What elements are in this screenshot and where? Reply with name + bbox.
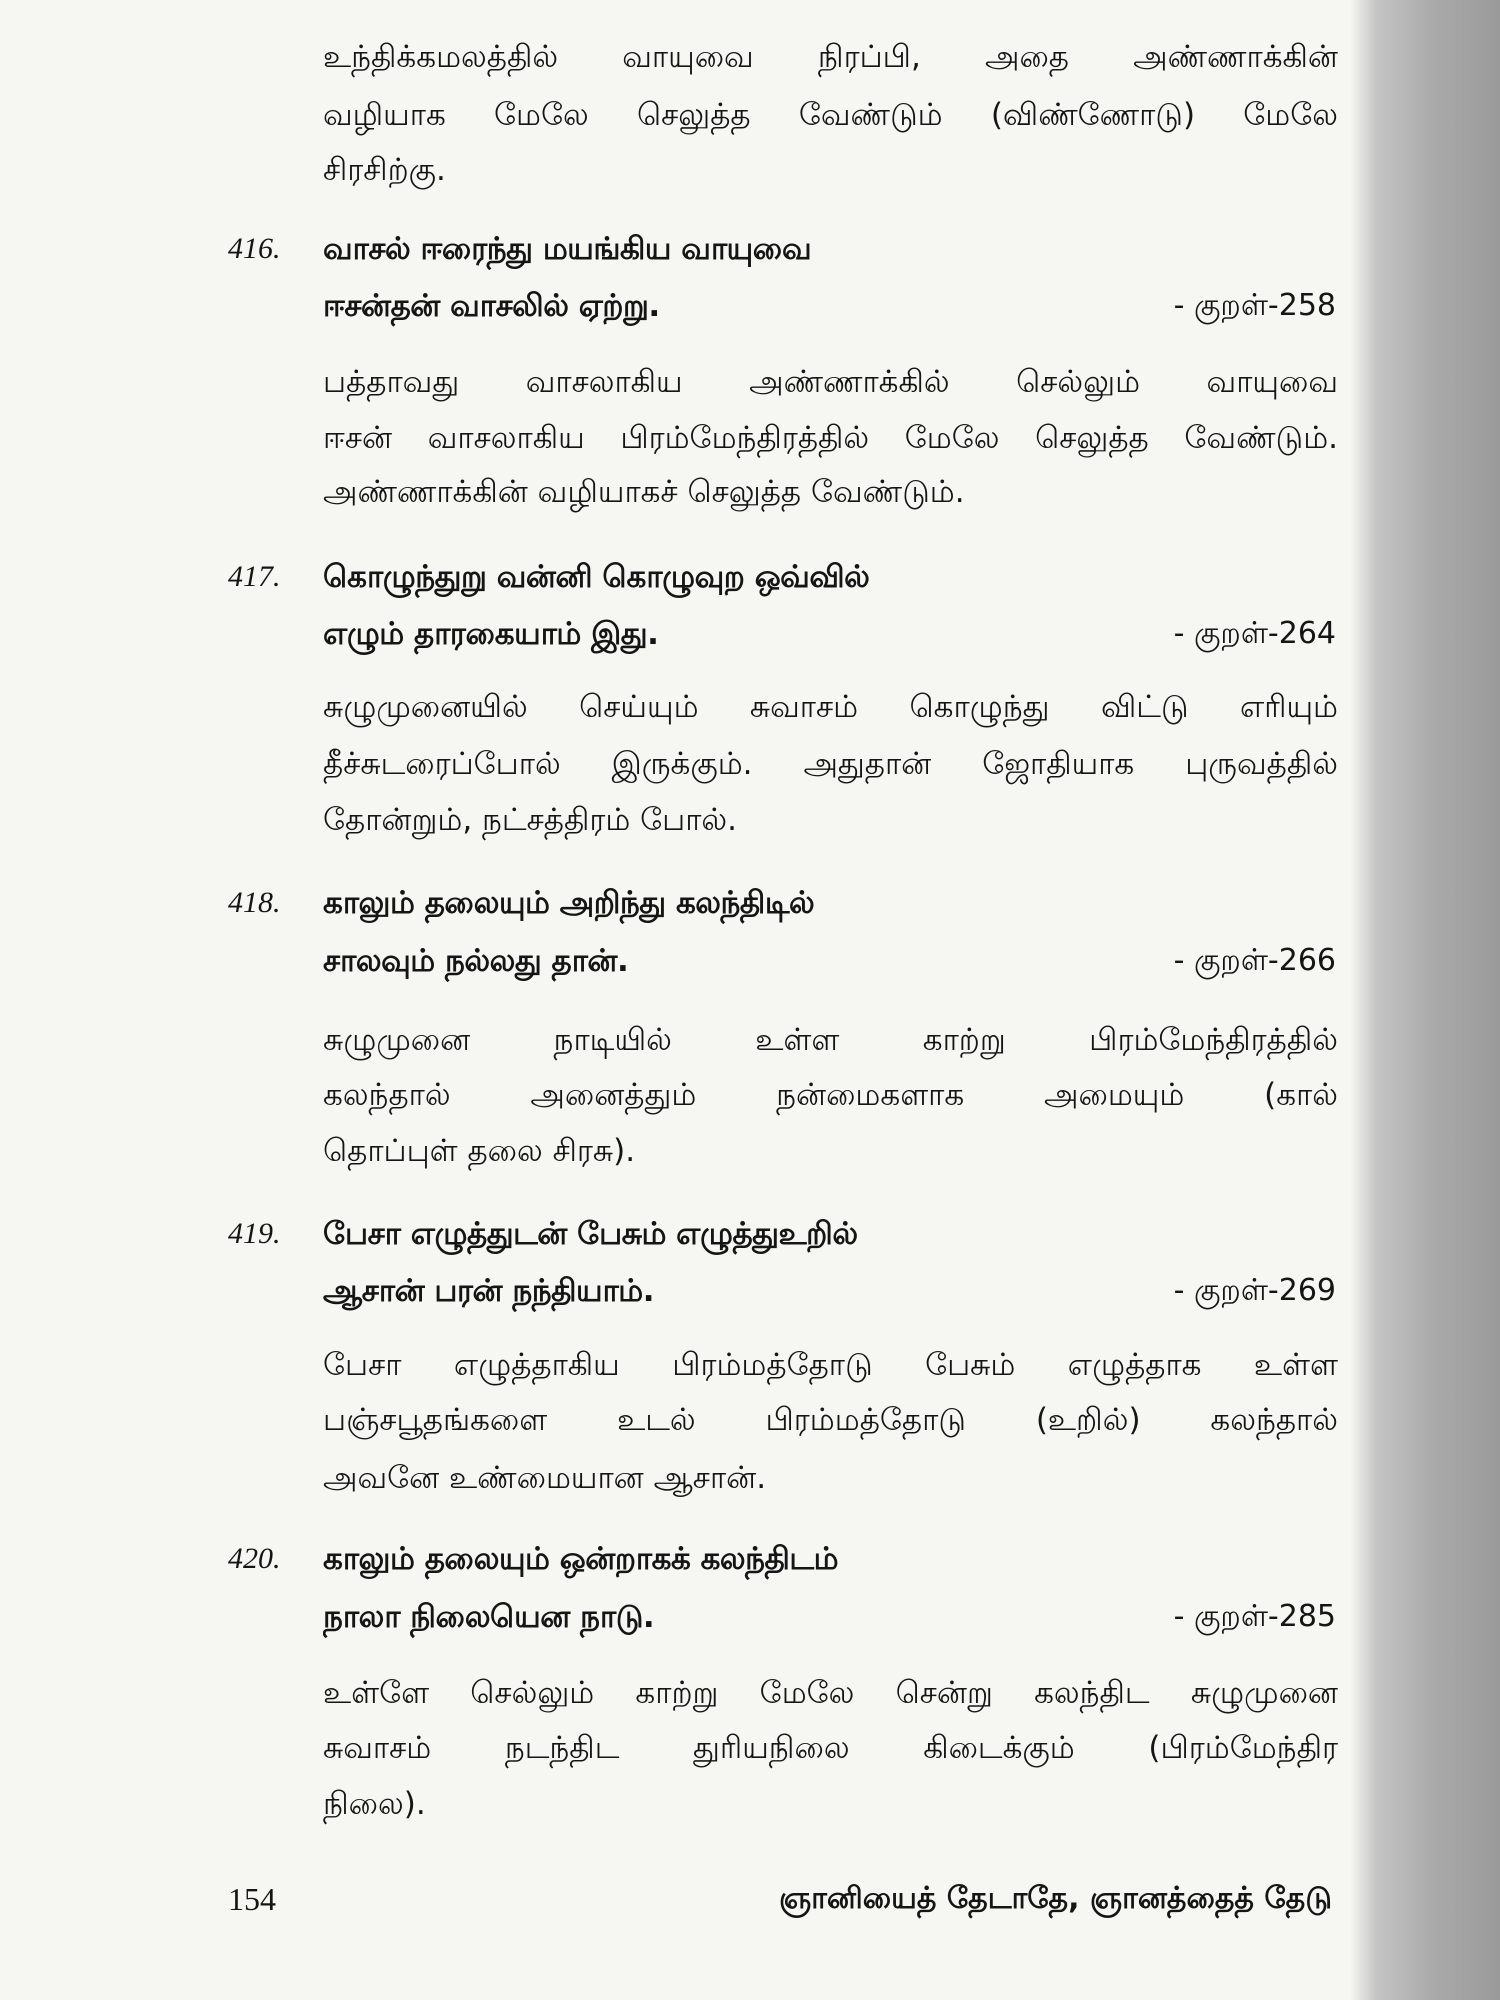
explanation-line: கலந்தால் அனைத்தும் நன்மைகளாக அமையும் (கால் — [323, 1077, 1338, 1113]
verse-line: ஆசான் பரன் நந்தியாம். — [323, 1273, 655, 1309]
verse-number: 416. — [228, 232, 281, 265]
verse-entry — [0, 1535, 1500, 1835]
verse-line: ஈசன்தன் வாசலில் ஏற்று. — [323, 288, 660, 324]
verse-entry — [0, 553, 1500, 853]
verse-line: கொழுந்துறு வன்னி கொழுவுற ஒவ்வில் — [323, 559, 870, 595]
page-number: 154 — [228, 1881, 276, 1917]
verse-number: 420. — [228, 1542, 281, 1575]
verse-line: பேசா எழுத்துடன் பேசும் எழுத்துஉறில் — [323, 1216, 858, 1252]
explanation-line: அவனே உண்மையான ஆசான். — [323, 1460, 767, 1496]
verse-entry — [0, 879, 1500, 1179]
kural-reference: - குறள்-264 — [1173, 616, 1336, 651]
explanation-line: பஞ்சபூதங்களை உடல் பிரம்மத்தோடு (உறில்) கலந்தால் — [323, 1402, 1338, 1438]
kural-reference: - குறள்-266 — [1173, 943, 1336, 978]
kural-reference: - குறள்-285 — [1173, 1599, 1336, 1634]
explanation-line: அண்ணாக்கின் வழியாகச் செலுத்த வேண்டும். — [323, 474, 965, 510]
continuation-line: வழியாக மேலே செலுத்த வேண்டும் (விண்ணோடு) மேலே — [323, 97, 1338, 133]
verse-number: 418. — [228, 886, 281, 919]
explanation-line: நிலை). — [323, 1786, 426, 1822]
continuation-line: உந்திக்கமலத்தில் வாயுவை நிரப்பி, அதை அண்ணாக்கின் — [323, 39, 1338, 75]
explanation-line: பத்தாவது வாசலாகிய அண்ணாக்கில் செல்லும் வாயுவை — [323, 364, 1338, 400]
verse-entry — [0, 225, 1500, 525]
verse-number: 417. — [228, 560, 281, 593]
explanation-line: தொப்புள் தலை சிரசு). — [323, 1133, 636, 1169]
verse-line: காலும் தலையும் அறிந்து கலந்திடில் — [323, 885, 815, 921]
explanation-line: தோன்றும், நட்சத்திரம் போல். — [323, 802, 738, 838]
verse-line: நாலா நிலையென நாடு. — [323, 1599, 655, 1635]
verse-number: 419. — [228, 1217, 281, 1250]
verse-line: வாசல் ஈரைந்து மயங்கிய வாயுவை — [323, 231, 812, 267]
explanation-line: ஈசன் வாசலாகிய பிரம்மேந்திரத்தில் மேலே செலுத்த வேண்டும். — [323, 420, 1338, 456]
continuation-line: சிரசிற்கு. — [323, 152, 446, 188]
running-footer-title: ஞானியைத் தேடாதே, ஞானத்தைத் தேடு — [778, 1881, 1332, 1916]
explanation-line: சுவாசம் நடந்திட துரியநிலை கிடைக்கும் (பிரம்மேந்திர — [323, 1730, 1338, 1766]
verse-line: எழும் தாரகையாம் இது. — [323, 616, 659, 652]
explanation-line: சுழுமுனையில் செய்யும் சுவாசம் கொழுந்து விட்டு எரியும் — [323, 689, 1338, 725]
kural-reference: - குறள்-269 — [1173, 1273, 1336, 1308]
verse-line: காலும் தலையும் ஒன்றாகக் கலந்திடம் — [323, 1541, 839, 1577]
explanation-line: உள்ளே செல்லும் காற்று மேலே சென்று கலந்திட சுழுமுனை — [323, 1675, 1338, 1711]
explanation-line: தீச்சுடரைப்போல் இருக்கும். அதுதான் ஜோதியாக புருவத்தில் — [323, 746, 1338, 782]
verse-line: சாலவும் நல்லது தான். — [323, 943, 629, 979]
kural-reference: - குறள்-258 — [1173, 288, 1336, 323]
explanation-line: பேசா எழுத்தாகிய பிரம்மத்தோடு பேசும் எழுத்தாக உள்ள — [323, 1347, 1338, 1383]
verse-entry — [0, 1210, 1500, 1510]
explanation-line: சுழுமுனை நாடியில் உள்ள காற்று பிரம்மேந்திரத்தில் — [323, 1022, 1338, 1058]
